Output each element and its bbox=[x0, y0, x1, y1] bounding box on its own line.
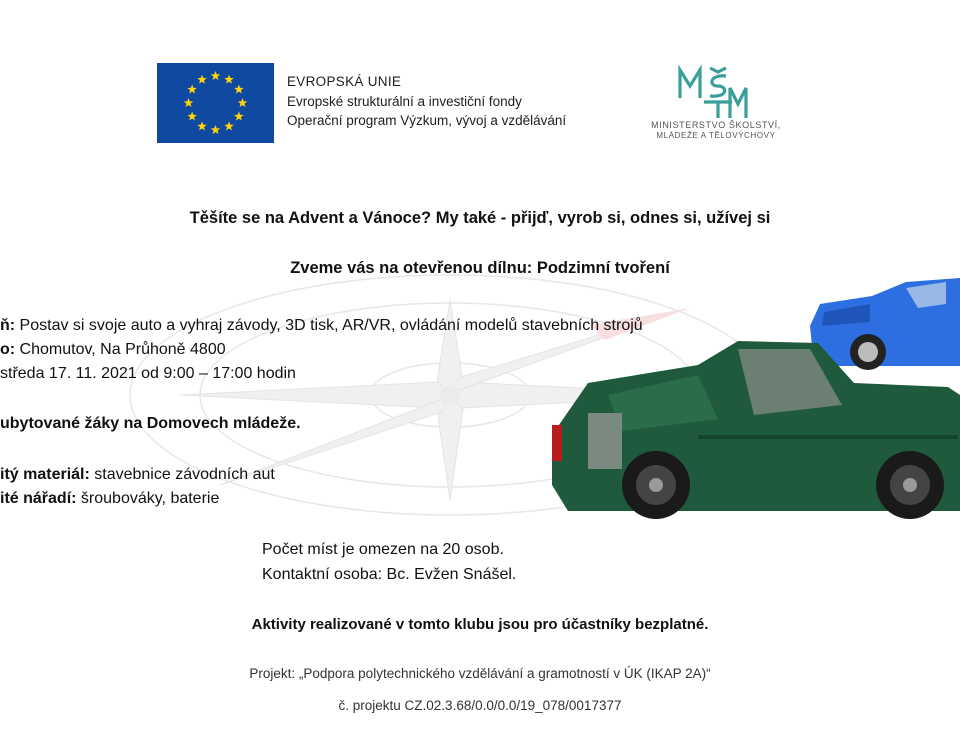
capacity-note: Počet míst je omezen na 20 osob. bbox=[262, 541, 504, 558]
project-number: č. projektu CZ.02.3.68/0.0/0.0/19_078/0017377 bbox=[338, 698, 622, 713]
material-value: stavebnice závodních aut bbox=[89, 466, 275, 483]
green-toy-car-image bbox=[548, 335, 960, 525]
free-of-charge-note: Aktivity realizované v tomto klubu jsou pro účastníky bezplatné. bbox=[251, 616, 709, 633]
detail-location-label: o: bbox=[0, 341, 16, 358]
material-line bbox=[0, 466, 275, 484]
contact-person: Kontaktní osoba: Bc. Evžen Snášel. bbox=[262, 566, 517, 583]
detail-location bbox=[0, 341, 226, 359]
detail-date-value: středa 17. 11. 2021 od 9:00 – 17:00 hodin bbox=[0, 365, 296, 382]
target-audience-note: ubytované žáky na Domovech mládeže. bbox=[0, 415, 301, 432]
headline: Těšíte se na Advent a Vánoce? My také - přijď, vyrob si, odnes si, užívej si bbox=[189, 209, 771, 227]
project-name: Projekt: „Podpora polytechnického vzdělávání a gramotností v ÚK (IKAP 2A)“ bbox=[249, 666, 711, 681]
eu-funds-text: Evropské strukturální a investiční fondy bbox=[287, 94, 522, 109]
material-label: itý materiál: bbox=[0, 466, 90, 483]
eu-title: EVROPSKÁ UNIE bbox=[287, 74, 402, 89]
detail-program-value: Postav si svoje auto a vyhraj závody, 3D tisk, AR/VR, ovládání modelů stavebních strojů bbox=[15, 317, 643, 334]
tools-label: ité nářadí: bbox=[0, 490, 77, 507]
msmt-line-1: MINISTERSTVO ŠKOLSTVÍ, bbox=[651, 120, 781, 130]
detail-program-label: ň: bbox=[0, 317, 16, 334]
detail-program bbox=[0, 317, 643, 335]
eu-program-text: Operační program Výzkum, vývoj a vzdělávání bbox=[287, 113, 567, 128]
msmt-line-2: MLÁDEŽE A TĚLOVÝCHOVY bbox=[656, 131, 776, 140]
invitation-title: Zveme vás na otevřenou dílnu: Podzimní tvoření bbox=[290, 259, 670, 277]
msmt-logo-icon bbox=[674, 64, 756, 120]
eu-flag-icon bbox=[157, 63, 274, 143]
tools-value: šroubováky, baterie bbox=[76, 490, 220, 507]
detail-date bbox=[0, 365, 296, 383]
tools-line bbox=[0, 490, 219, 508]
detail-location-value: Chomutov, Na Průhoně 4800 bbox=[15, 341, 226, 358]
